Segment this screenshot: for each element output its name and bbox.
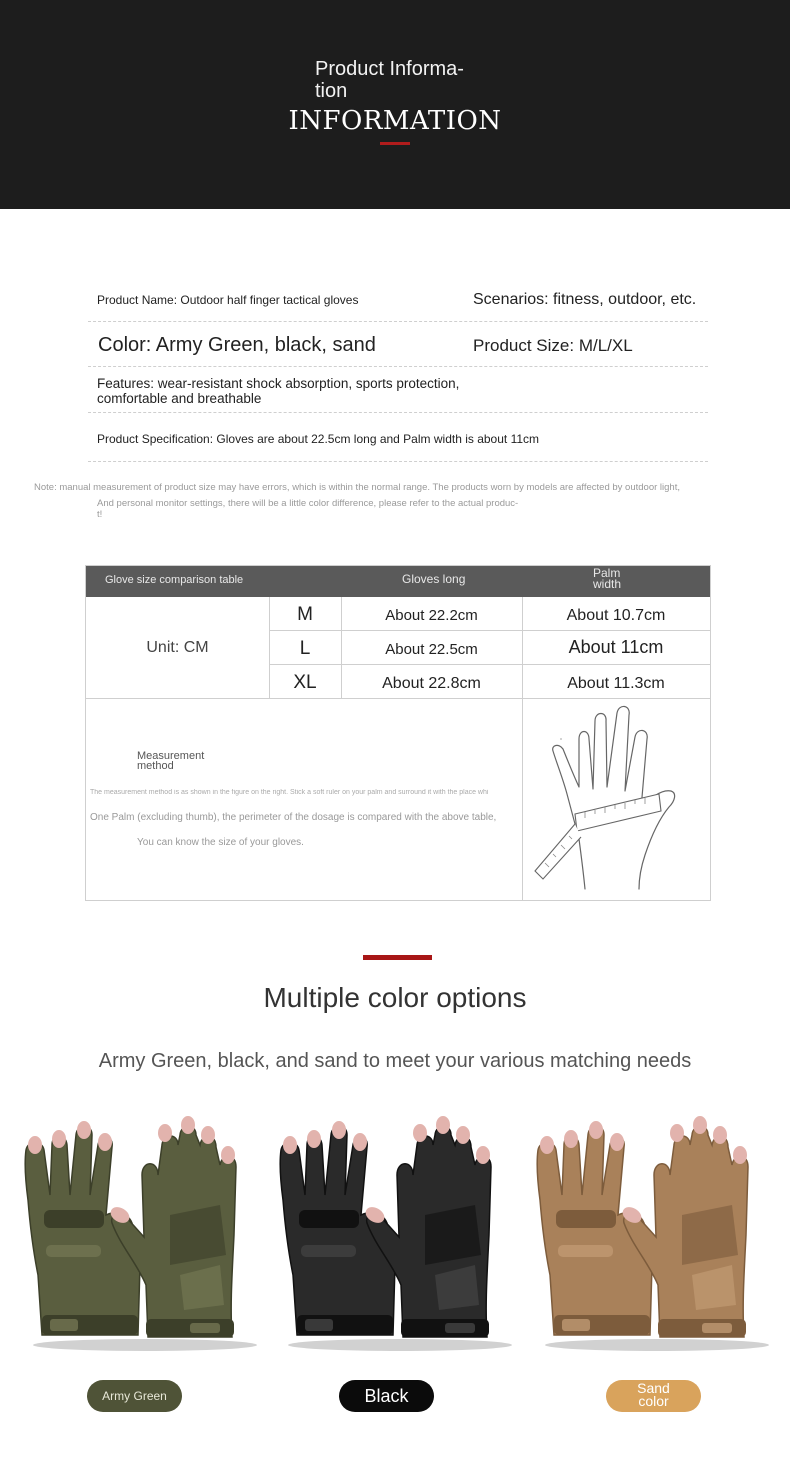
method-line2: One Palm (excluding thumb), the perimeter of the dosage is compared with the above table, bbox=[90, 812, 497, 823]
color-option-sand-label-line1: Sand bbox=[637, 1380, 670, 1396]
long-m: About 22.2cm bbox=[385, 607, 478, 624]
colors-subtitle: Army Green, black, and sand to meet your various matching needs bbox=[98, 1050, 692, 1072]
glove-army-green bbox=[20, 1105, 270, 1355]
product-name: Product Name: Outdoor half finger tactical gloves bbox=[97, 293, 359, 307]
palm-l: About 11cm bbox=[568, 637, 664, 657]
glove-black-image bbox=[275, 1105, 525, 1355]
method-label-line1: Measurement bbox=[137, 750, 205, 762]
method-label-line2: method bbox=[137, 760, 174, 772]
glove-army-green-image bbox=[20, 1105, 270, 1355]
note-line2: And personal monitor settings, there will be a little color difference, please refer to the actual produc- bbox=[97, 498, 519, 509]
glove-shadow bbox=[545, 1339, 769, 1351]
header-accent-bar bbox=[380, 142, 410, 145]
grid-line bbox=[269, 664, 710, 665]
color-option-black[interactable] bbox=[339, 1380, 434, 1412]
long-xl: About 22.8cm bbox=[382, 675, 481, 692]
column-palm-width bbox=[593, 568, 621, 590]
header-subtitle-line2: tion bbox=[315, 80, 348, 102]
product-features bbox=[97, 376, 459, 406]
color-option-army-green-label: Army Green bbox=[102, 1389, 167, 1403]
product-specification: Product Specification: Gloves are about 22.5cm long and Palm width is about 11cm bbox=[97, 432, 540, 446]
table-title: Glove size comparison table bbox=[105, 574, 244, 586]
glove-shadow bbox=[33, 1339, 257, 1351]
product-size: Product Size: M/L/XL bbox=[473, 336, 633, 355]
header-title: INFORMATION bbox=[288, 106, 502, 136]
size-comparison-table bbox=[85, 565, 711, 901]
color-option-sand-label-line2: color bbox=[638, 1393, 669, 1409]
palm-xl: About 11.3cm bbox=[567, 675, 665, 692]
method-line1: The measurement method is as shown in the figure on the right. Stick a soft ruler on your palm and surround it with the place whi bbox=[90, 789, 489, 796]
color-option-black-label: Black bbox=[364, 1386, 409, 1406]
size-l: L bbox=[299, 638, 311, 659]
size-m: M bbox=[297, 604, 313, 625]
features-line2: comfortable and breathable bbox=[97, 391, 262, 406]
grid-line bbox=[269, 630, 710, 631]
product-color: Color: Army Green, black, sand bbox=[98, 334, 376, 356]
size-xl: XL bbox=[293, 672, 317, 693]
table-header bbox=[86, 566, 710, 597]
glove-sand-image bbox=[532, 1105, 782, 1355]
glove-black bbox=[275, 1105, 525, 1355]
palm-m: About 10.7cm bbox=[566, 607, 666, 624]
scenarios: Scenarios: fitness, outdoor, etc. bbox=[473, 291, 697, 308]
palm-header-line1: Palm bbox=[593, 566, 621, 580]
method-line3: You can know the size of your gloves. bbox=[137, 837, 304, 848]
long-l: About 22.5cm bbox=[385, 641, 478, 658]
measurement-method-label bbox=[137, 751, 204, 771]
palm-header-line2: width bbox=[593, 577, 622, 591]
color-option-army-green[interactable] bbox=[87, 1380, 182, 1412]
hand-measurement-illustration bbox=[523, 699, 710, 900]
unit-label: Unit: CM bbox=[146, 639, 209, 656]
note-line1: Note: manual measurement of product size may have errors, which is within the normal range. The products worn by models are affected by outdoor light, bbox=[34, 482, 680, 493]
note-line3: t! bbox=[97, 509, 103, 520]
glove-sand bbox=[532, 1105, 782, 1355]
header-subtitle-line1: Product Informa- bbox=[315, 58, 464, 80]
header-banner bbox=[0, 0, 790, 209]
section-accent-bar bbox=[363, 955, 432, 960]
features-line1: Features: wear-resistant shock absorption, sports protection, bbox=[97, 376, 460, 391]
color-option-sand[interactable] bbox=[606, 1380, 701, 1412]
header-subtitle bbox=[315, 58, 490, 102]
column-gloves-long: Gloves long bbox=[402, 572, 466, 586]
colors-title: Multiple color options bbox=[263, 982, 527, 1013]
glove-shadow bbox=[288, 1339, 512, 1351]
